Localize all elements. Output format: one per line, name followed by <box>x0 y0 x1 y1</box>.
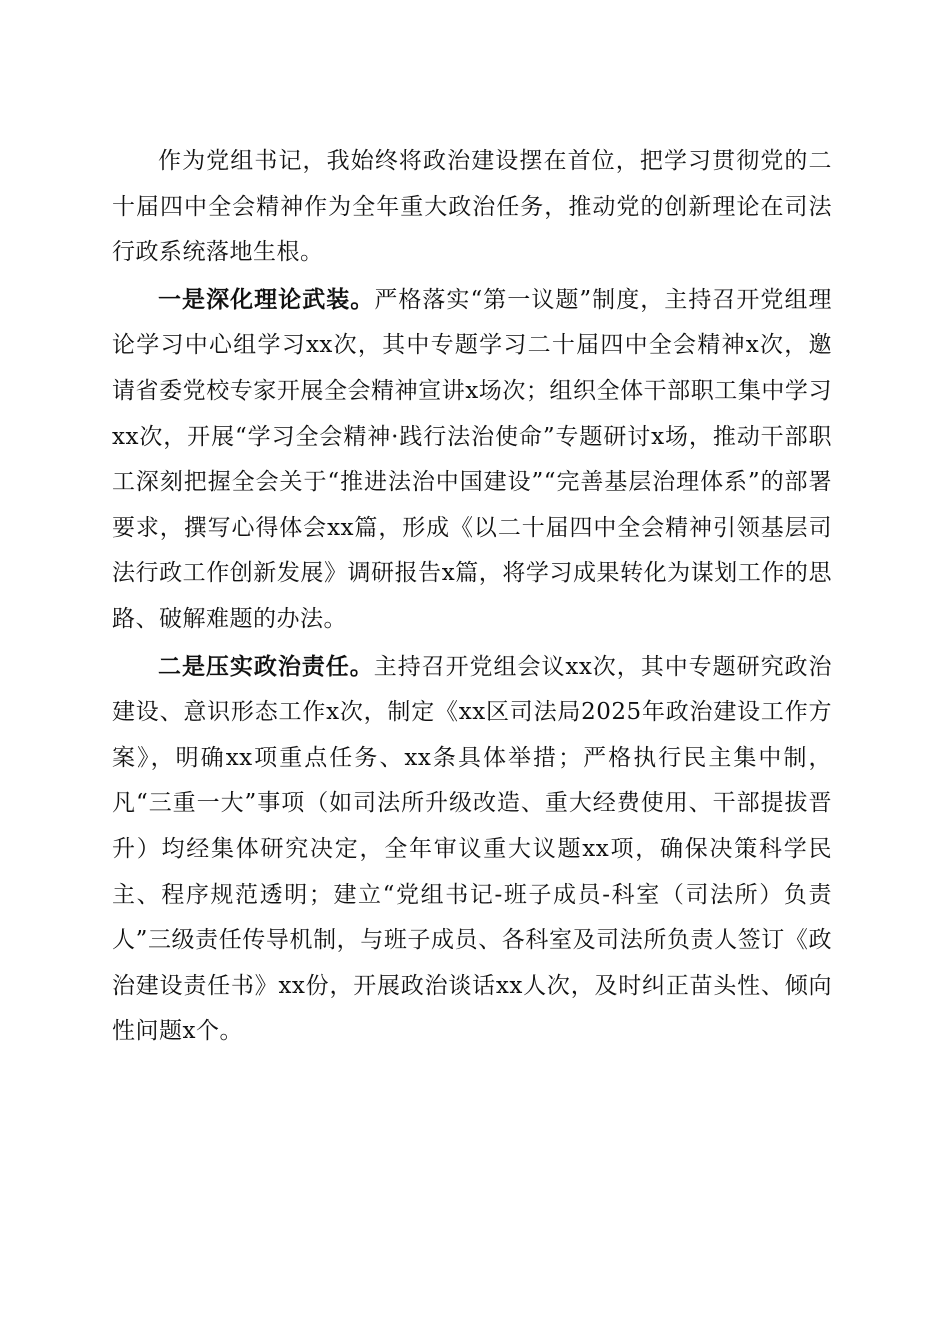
paragraph-text: 严格落实“第一议题”制度，主持召开党组理论学习中心组学习xx次，其中专题学习二十届四中全会精神x次，邀请省委党校专家开展全会精神宣讲x场次；组织全体干部职工集中学习xx次，开展“学习全会精神·践行法治使命”专题研讨x场，推动干部职工深刻把握全会关于“推进法治中国建设”“完善基层治理体系”的部署要求，撰写心得体会xx篇，形成《以二十届四中全会精神引领基层司法行政工作创新发展》调研报告x篇，将学习成果转化为谋划工作的思路、破解难题的办法。 <box>112 286 832 632</box>
document-body <box>112 138 832 1056</box>
political-responsibility-paragraph <box>112 644 832 1055</box>
paragraph-lead: 一是深化理论武装。 <box>158 285 375 313</box>
theory-study-paragraph <box>112 277 832 643</box>
paragraph-text: 作为党组书记，我始终将政治建设摆在首位，把学习贯彻党的二十届四中全会精神作为全年重大政治任务，推动党的创新理论在司法行政系统落地生根。 <box>112 148 832 266</box>
paragraph-text: 主持召开党组会议xx次，其中专题研究政治建设、意识形态工作x次，制定《xx区司法局2025年政治建设工作方案》，明确xx项重点任务、xx条具体举措；严格执行民主集中制，凡“三重一大”事项（如司法所升级改造、重大经费使用、干部提拔晋升）均经集体研究决定，全年审议重大议题xx项，确保决策科学民主、程序规范透明；建立“党组书记-班子成员-科室（司法所）负责人”三级责任传导机制，与班子成员、各科室及司法所负责人签订《政治建设责任书》xx份，开展政治谈话xx人次，及时纠正苗头性、倾向性问题x个。 <box>112 653 832 1045</box>
paragraph-lead: 二是压实政治责任。 <box>158 652 374 680</box>
intro-paragraph <box>112 138 832 276</box>
